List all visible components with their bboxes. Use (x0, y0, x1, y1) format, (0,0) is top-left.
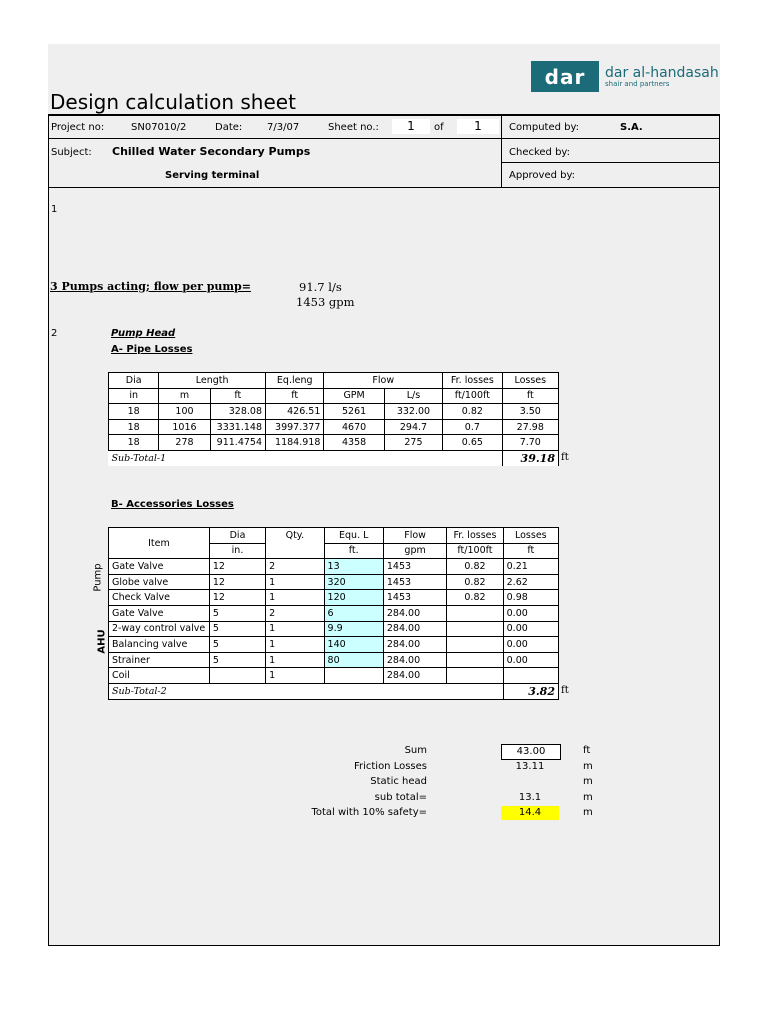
unit-header: in. (209, 543, 265, 559)
table-cell: 1016 (159, 419, 210, 435)
flow-per-pump-gpm: 1453 gpm (296, 295, 355, 309)
table-cell: 0.82 (447, 574, 503, 590)
logo-mark: dar (531, 61, 599, 92)
table-cell: 1 (266, 668, 324, 684)
table-cell: 1 (266, 621, 324, 637)
unit-header (266, 543, 324, 559)
summary-label: Sum (404, 745, 427, 756)
header-divider (501, 138, 719, 139)
table-cell: 911.4754 (210, 435, 265, 451)
table-cell (447, 621, 503, 637)
subject-value: Chilled Water Secondary Pumps (112, 145, 311, 158)
date-label: Date: (215, 122, 243, 133)
table-row (109, 621, 559, 637)
table-cell: 0.82 (447, 559, 503, 575)
unit-header: ft (502, 388, 558, 404)
accessories-heading: B- Accessories Losses (111, 499, 234, 510)
table-cell: Check Valve (109, 590, 210, 606)
table-header-row (109, 373, 559, 389)
flow-per-pump-ls: 91.7 l/s (299, 280, 342, 294)
table-row (109, 637, 559, 653)
table-cell: 2-way control valve (109, 621, 210, 637)
summary-label: Total with 10% safety= (311, 807, 427, 818)
flow-per-pump-label: 3 Pumps acting; flow per pump= (50, 280, 251, 293)
subtotal-value: 3.82 ft (503, 683, 558, 699)
summary-label: sub total= (374, 792, 427, 803)
table-unit-row (109, 388, 559, 404)
summary-value: 13.1 (518, 792, 542, 803)
summary-unit: m (583, 792, 593, 803)
logo-name: dar al-handasah (605, 64, 719, 81)
table-cell: 140 (324, 637, 383, 653)
table-cell: 80 (324, 652, 383, 668)
summary-label: Friction Losses (353, 761, 427, 772)
table-row (109, 605, 559, 621)
table-cell: 1 (266, 590, 324, 606)
table-cell: 27.98 (502, 419, 558, 435)
column-header: Fr. losses (447, 528, 503, 544)
page-title: Design calculation sheet (50, 90, 296, 114)
subtotal-row (109, 450, 559, 465)
table-cell: 0.00 (503, 652, 558, 668)
serving-value: Serving terminal (165, 170, 260, 181)
subtotal-unit: ft (561, 451, 569, 463)
table-cell: 0.21 (503, 559, 558, 575)
table-row (109, 668, 559, 684)
sheet-value: 1 (392, 119, 430, 134)
table-cell: 1 (266, 652, 324, 668)
table-cell: 0.82 (447, 590, 503, 606)
pump-group-label: Pump (92, 563, 104, 592)
unit-header: ft (210, 388, 265, 404)
table-cell (324, 668, 383, 684)
subtotal-value: 39.18 ft (502, 450, 558, 465)
table-cell: 3331.148 (210, 419, 265, 435)
logo-subtitle: shair and partners (605, 79, 670, 88)
of-value: 1 (457, 119, 499, 134)
table-cell: 5261 (324, 404, 384, 420)
table-cell: 18 (109, 435, 159, 451)
table-cell: 1 (266, 574, 324, 590)
table-cell: 6 (324, 605, 383, 621)
column-header: Dia (109, 373, 159, 389)
table-cell: 328.08 (210, 404, 265, 420)
table-cell: 284.00 (383, 605, 446, 621)
table-cell: Gate Valve (109, 559, 210, 575)
subtotal-unit: ft (561, 684, 569, 696)
table-cell: 2.62 (503, 574, 558, 590)
column-header: Item (109, 528, 210, 559)
table-cell: 278 (159, 435, 210, 451)
unit-header: GPM (324, 388, 384, 404)
subject-label: Subject: (51, 147, 92, 158)
summary-unit: m (583, 807, 593, 818)
table-row (109, 419, 559, 435)
table-cell: Strainer (109, 652, 210, 668)
table-row (109, 559, 559, 575)
table-cell (447, 605, 503, 621)
section-2-number: 2 (51, 328, 58, 339)
table-cell: 12 (209, 559, 265, 575)
summary-value: 43.00 (501, 744, 561, 760)
table-cell: 0.00 (503, 637, 558, 653)
table-cell (447, 668, 503, 684)
table-cell: 1 (266, 637, 324, 653)
unit-header: m (159, 388, 210, 404)
table-cell (447, 652, 503, 668)
table-cell: 12 (209, 590, 265, 606)
section-1-number: 1 (51, 204, 58, 215)
unit-header: gpm (383, 543, 446, 559)
ahu-group-label: AHU (96, 629, 108, 654)
table-cell: 2 (266, 605, 324, 621)
column-header: Qty. (266, 528, 324, 544)
table-cell: 426.51 (266, 404, 324, 420)
table-cell (503, 668, 558, 684)
company-logo (531, 61, 719, 92)
table-cell (447, 637, 503, 653)
table-cell: 120 (324, 590, 383, 606)
column-header: Losses (502, 373, 558, 389)
column-header: Equ. L (324, 528, 383, 544)
column-header: Fr. losses (443, 373, 502, 389)
table-cell: Balancing valve (109, 637, 210, 653)
summary-unit: m (583, 776, 593, 787)
column-header: Flow (324, 373, 443, 389)
summary-value (501, 775, 559, 789)
table-cell: 320 (324, 574, 383, 590)
summary-value: 13.11 (515, 761, 545, 772)
header-block (48, 114, 720, 188)
column-header: Flow (383, 528, 446, 544)
unit-header: ft (266, 388, 324, 404)
table-row (109, 435, 559, 451)
table-cell: 5 (209, 637, 265, 653)
subtotal-label: Sub-Total-1 (109, 450, 503, 465)
checked-label: Checked by: (509, 147, 570, 158)
column-header: Eq.leng (266, 373, 324, 389)
table-cell: 0.65 (443, 435, 502, 451)
column-header: Length (159, 373, 266, 389)
table-cell: 1453 (383, 559, 446, 575)
computed-label: Computed by: (509, 122, 580, 133)
table-row (109, 652, 559, 668)
header-divider (501, 116, 502, 187)
header-divider (49, 138, 501, 139)
table-cell: 12 (209, 574, 265, 590)
table-cell: 4358 (324, 435, 384, 451)
table-cell: 5 (209, 605, 265, 621)
table-cell: 2 (266, 559, 324, 575)
table-cell: 0.00 (503, 605, 558, 621)
table-cell: 5 (209, 621, 265, 637)
table-row (109, 590, 559, 606)
table-row (109, 574, 559, 590)
table-cell: Globe valve (109, 574, 210, 590)
table-cell: Coil (109, 668, 210, 684)
table-cell (209, 668, 265, 684)
table-cell: 13 (324, 559, 383, 575)
table-cell: 4670 (324, 419, 384, 435)
table-cell: 284.00 (383, 668, 446, 684)
unit-header: in (109, 388, 159, 404)
subtotal-row (109, 683, 559, 699)
table-cell: 3.50 (502, 404, 558, 420)
table-cell: 0.82 (443, 404, 502, 420)
summary-label: Static head (370, 776, 427, 787)
of-label: of (434, 122, 444, 133)
column-header: Losses (503, 528, 558, 544)
header-divider (501, 162, 719, 163)
accessories-table (108, 527, 569, 700)
table-cell: 332.00 (384, 404, 442, 420)
table-header-row (109, 528, 559, 544)
unit-header: ft/100ft (443, 388, 502, 404)
pipe-losses-table (108, 372, 569, 466)
table-cell: 284.00 (383, 637, 446, 653)
table-cell: 294.7 (384, 419, 442, 435)
project-value: SN07010/2 (131, 122, 187, 133)
date-value: 7/3/07 (267, 122, 300, 133)
approved-label: Approved by: (509, 170, 576, 181)
summary-value: 14.4 (501, 806, 559, 820)
table-cell: 0.98 (503, 590, 558, 606)
table-cell: 7.70 (502, 435, 558, 451)
summary-unit: ft (583, 745, 591, 756)
table-cell: 18 (109, 404, 159, 420)
table-cell: 284.00 (383, 621, 446, 637)
subtotal-label: Sub-Total-2 (109, 683, 504, 699)
summary-unit: m (583, 761, 593, 772)
table-cell: Gate Valve (109, 605, 210, 621)
pipe-losses-heading: A- Pipe Losses (111, 344, 193, 355)
table-cell: 0.00 (503, 621, 558, 637)
table-cell: 9.9 (324, 621, 383, 637)
table-cell: 100 (159, 404, 210, 420)
column-header: Dia (209, 528, 265, 544)
table-cell: 18 (109, 419, 159, 435)
project-label: Project no: (51, 122, 105, 133)
unit-header: ft (503, 543, 558, 559)
table-cell: 1453 (383, 574, 446, 590)
table-cell: 1184.918 (266, 435, 324, 451)
table-row (109, 404, 559, 420)
unit-header: ft. (324, 543, 383, 559)
table-cell: 284.00 (383, 652, 446, 668)
unit-header: ft/100ft (447, 543, 503, 559)
table-cell: 5 (209, 652, 265, 668)
table-cell: 0.7 (443, 419, 502, 435)
table-cell: 275 (384, 435, 442, 451)
pump-head-heading: Pump Head (111, 328, 176, 339)
table-cell: 1453 (383, 590, 446, 606)
unit-header: L/s (384, 388, 442, 404)
computed-value: S.A. (620, 122, 643, 133)
sheet-label: Sheet no.: (328, 122, 379, 133)
table-cell: 3997.377 (266, 419, 324, 435)
